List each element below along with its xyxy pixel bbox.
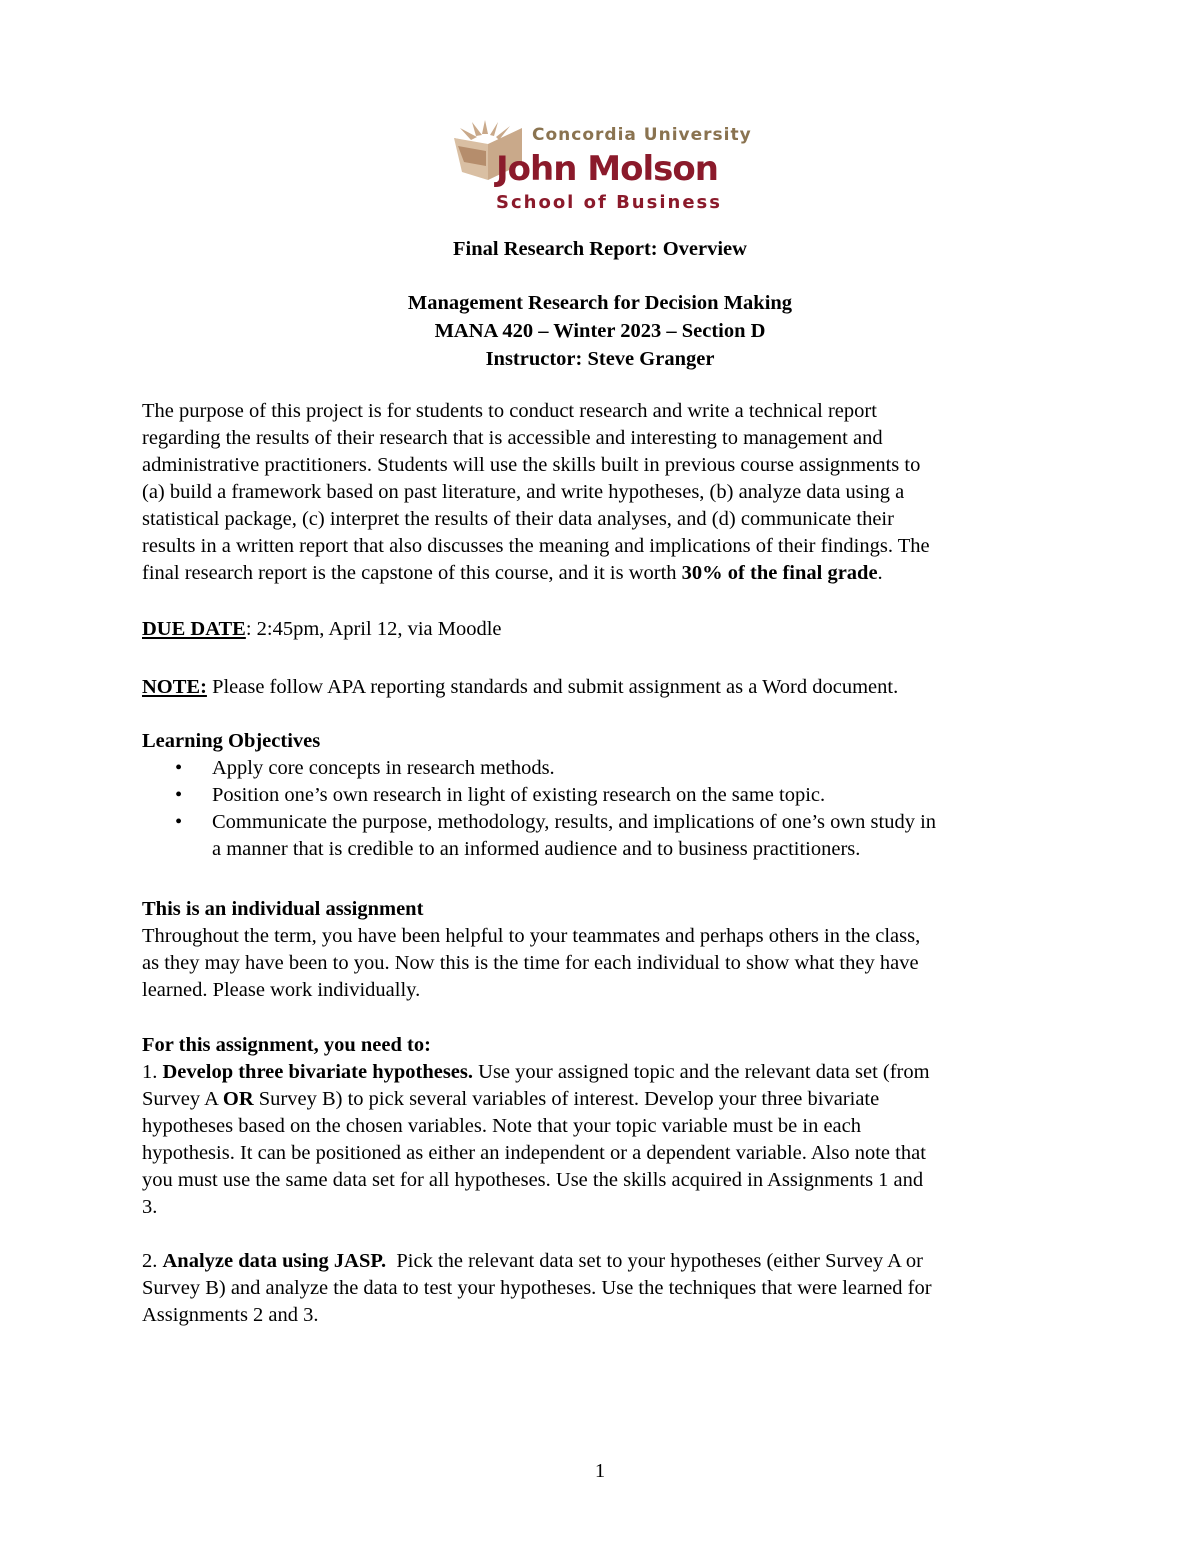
objectives-list <box>142 755 1062 863</box>
text-line: administrative practitioners. Students will use the skills built in previous course assignments to <box>142 454 921 476</box>
page-number: 1 <box>594 1460 606 1482</box>
text-line: Survey B) and analyze the data to test your hypotheses. Use the techniques that were learned for <box>142 1277 932 1299</box>
tasks-heading: For this assignment, you need to: <box>142 1034 431 1056</box>
due-date-label: DUE DATE <box>142 618 246 640</box>
grade-weight: 30% of the final grade <box>681 562 878 584</box>
bullet-icon: • <box>175 757 183 779</box>
list-item: • Apply core concepts in research methods. <box>142 755 1062 782</box>
jmsb-logo <box>452 118 752 214</box>
text-line: Survey A OR Survey B) to pick several variables of interest. Develop your three bivariate <box>142 1088 880 1110</box>
bullet-icon: • <box>175 811 183 833</box>
purpose-paragraph <box>142 398 1062 587</box>
list-item: • Communicate the purpose, methodology, results, and implications of one’s own study in a manner that is credible to an informed audience and to business practitioners. <box>175 811 937 860</box>
logo-university-text: Concordia University <box>532 125 752 145</box>
task-1-line: 1. Develop three bivariate hypotheses. Use your assigned topic and the relevant data set (from <box>142 1061 930 1083</box>
note-label: NOTE: <box>142 676 207 698</box>
text-line: regarding the results of their research that is accessible and interesting to management and <box>142 427 883 449</box>
bullet-icon: • <box>175 784 183 806</box>
note-text: Please follow APA reporting standards and submit assignment as a Word document. <box>206 676 899 698</box>
text-line: The purpose of this project is for students to conduct research and write a technical report <box>142 400 877 422</box>
text-line: Assignments 2 and 3. <box>142 1304 319 1326</box>
text-line: (a) build a framework based on past literature, and write hypotheses, (b) analyze data using a <box>142 481 905 503</box>
list-item: • Position one’s own research in light of existing research on the same topic. <box>142 782 1062 809</box>
report-title: Final Research Report: Overview <box>453 238 747 260</box>
text-line: you must use the same data set for all hypotheses. Use the skills acquired in Assignments 1 and <box>142 1169 924 1191</box>
task-1-title: Develop three bivariate hypotheses. <box>162 1061 474 1083</box>
text-line: hypotheses based on the chosen variables. Note that your topic variable must be in each <box>142 1115 861 1137</box>
tasks-section <box>142 1032 1062 1329</box>
due-date <box>142 616 1062 643</box>
note <box>142 674 1062 701</box>
text-line: final research report is the capstone of this course, and it is worth 30% of the final grade. <box>142 562 883 584</box>
individual-section <box>142 896 1062 1004</box>
text-line: 3. <box>142 1196 158 1218</box>
learning-objectives <box>142 728 1062 863</box>
course-code: MANA 420 – Winter 2023 – Section D <box>434 320 766 342</box>
logo-school-sub: School of Business <box>496 192 722 213</box>
logo-school-name: John Molson <box>496 149 718 189</box>
text-line: learned. Please work individually. <box>142 979 421 1001</box>
due-date-text: : 2:45pm, April 12, via Moodle <box>245 618 502 640</box>
text-line: hypothesis. It can be positioned as either an independent or a dependent variable. Also note that <box>142 1142 926 1164</box>
spacer <box>142 1221 1062 1248</box>
course-name: Management Research for Decision Making <box>407 292 793 314</box>
objectives-heading: Learning Objectives <box>142 730 321 752</box>
text-line: statistical package, (c) interpret the results of their data analyses, and (d) communicate their <box>142 508 894 530</box>
task-2-title: Analyze data using JASP. <box>162 1250 387 1272</box>
task-2-line: 2. Analyze data using JASP. Pick the relevant data set to your hypotheses (either Survey A or <box>142 1250 924 1272</box>
text-line: results in a written report that also discusses the meaning and implications of their findings. The <box>142 535 930 557</box>
text-line: Throughout the term, you have been helpful to your teammates and perhaps others in the class, <box>142 925 921 947</box>
text-line: as they may have been to you. Now this is the time for each individual to show what they have <box>142 952 919 974</box>
instructor: Instructor: Steve Granger <box>485 348 715 370</box>
individual-heading: This is an individual assignment <box>142 898 424 920</box>
